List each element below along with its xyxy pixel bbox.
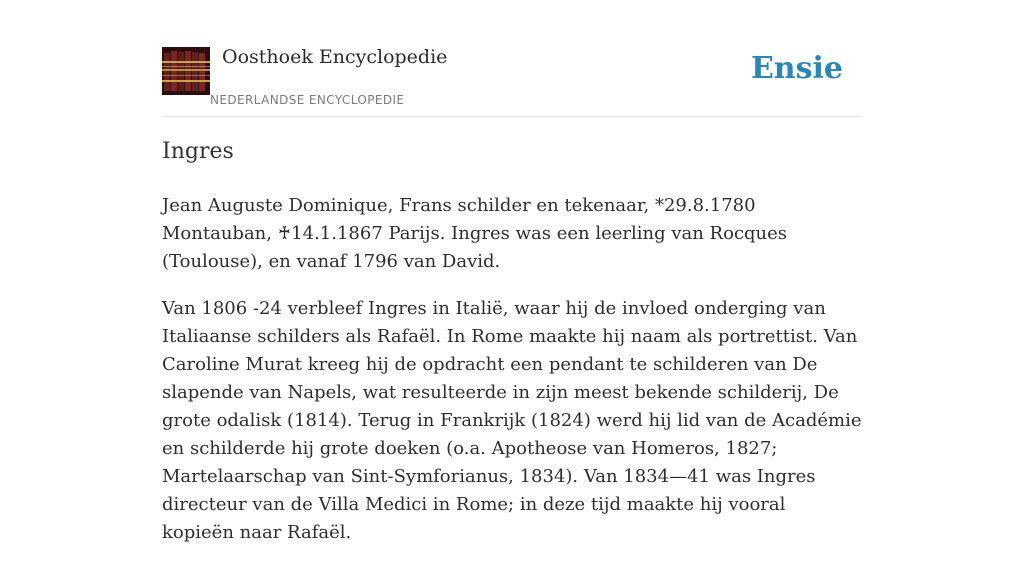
site-name-link[interactable]: Oosthoek Encyclopedie <box>222 46 448 68</box>
site-header <box>162 46 862 117</box>
encyclopedia-books-icon[interactable] <box>162 47 210 95</box>
article-paragraph: Jean Auguste Dominique, Frans schilder en tekenaar, *29.8.1780 Montauban, ♰14.1.1867 Parijs. Ingres was een leerling van Rocques (Toulouse), en vanaf 1796 van David. <box>162 195 788 272</box>
article-title: Ingres <box>162 139 234 164</box>
article-body <box>162 192 862 566</box>
site-subtitle: NEDERLANDSE ENCYCLOPEDIE <box>210 93 405 107</box>
article-paragraph: Van 1806 -24 verbleef Ingres in Italië, waar hij de invloed onderging van Italiaanse schilders als Rafaël. In Rome maakte hij naam als portrettist. Van Caroline Murat kreeg hij de opdracht een pendant te schilderen van De slapende van Napels, wat resulteerde in zijn meest bekende schilderij, De grote odalisk (1814). Terug in Frankrijk (1824) werd hij lid van de Académie en schilderde hij grote doeken (o.a. Apotheose van Homeros, 1827; Martelaarschap van Sint-Symforianus, 1834). Van 1834—41 was Ingres directeur van de Villa Medici in Rome; in deze tijd maakte hij vooral kopieën naar Rafaël. <box>162 298 862 543</box>
brand-logo-link[interactable]: Ensie <box>750 51 843 86</box>
